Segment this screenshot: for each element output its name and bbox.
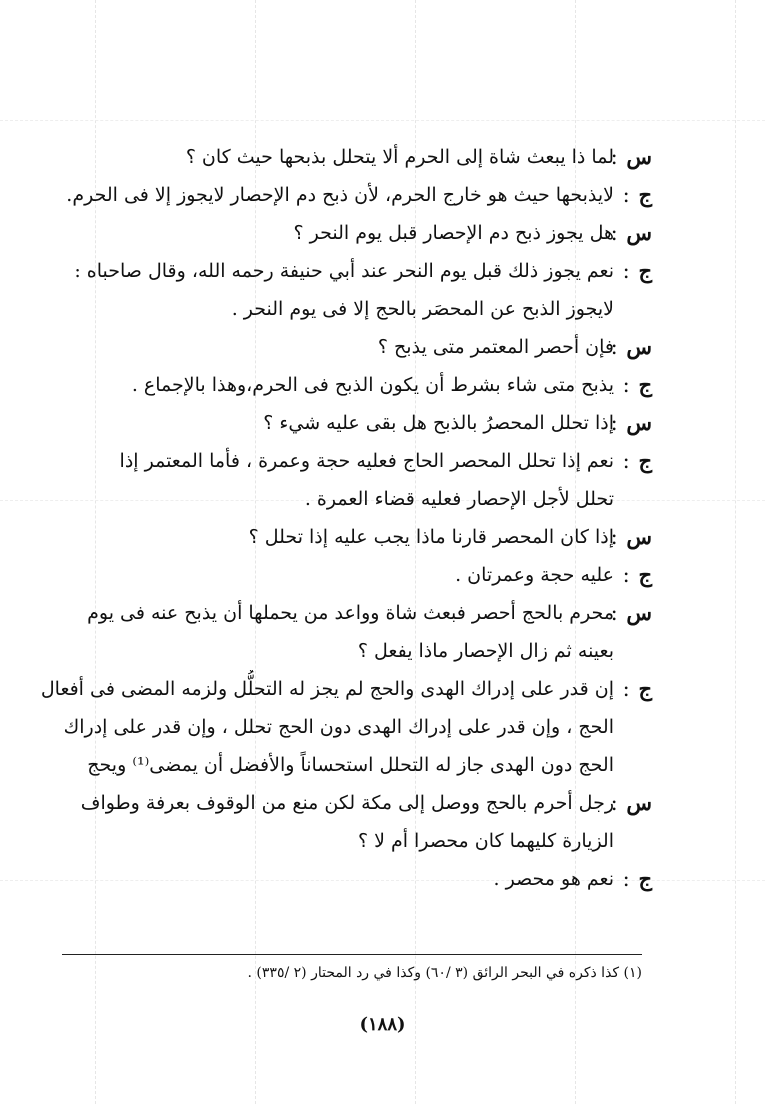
answer-marker: ج : <box>622 676 652 701</box>
entry-text <box>62 594 614 670</box>
entry-text <box>62 442 614 518</box>
text-line: رجل أحرم بالحج ووصل إلى مكة لكن منع من الوقوف بعرفة وطواف <box>80 792 614 814</box>
footnote: (١) كذا ذكره في البحر الرائق (٣ /٦٠) وكذا في رد المحتار (٢ /٣٣٥) . <box>247 965 642 981</box>
entry-text <box>62 214 614 252</box>
text-line: إذا تحلل المحصرُ بالذبح هل بقى عليه شيء ؟ <box>263 412 614 434</box>
entry-text <box>62 366 614 404</box>
answer-item <box>62 860 652 898</box>
answer-marker: ج : <box>622 372 652 397</box>
question-marker: س : <box>610 790 652 815</box>
entry-text <box>62 784 614 860</box>
text-line: فإن أحصر المعتمر متى يذبح ؟ <box>377 336 614 358</box>
question-marker: س : <box>610 220 652 245</box>
answer-item <box>62 556 652 594</box>
text-line: لايذبحها حيث هو خارج الحرم، لأن ذبح دم الإحصار لايجوز إلا فى الحرم. <box>66 184 614 206</box>
entry-text <box>62 860 614 898</box>
answer-item <box>62 252 652 328</box>
text-line: تحلل لأجل الإحصار فعليه قضاء العمرة . <box>304 488 614 510</box>
text-line: إن قدر على إدراك الهدى والحج لم يجز له التحلُّل ولزمه المضى فى أفعال <box>40 678 614 700</box>
text-line: لايجوز الذبح عن المحصَر بالحج إلا فى يوم النحر . <box>231 298 614 320</box>
text-line: إذا كان المحصر قارنا ماذا يجب عليه إذا تحلل ؟ <box>248 526 614 548</box>
footnote-separator <box>62 954 642 955</box>
text-line: الحج ، وإن قدر على إدراك الهدى دون الحج تحلل ، وإن قدر على إدراك <box>63 716 614 738</box>
question-marker: س : <box>610 144 652 169</box>
text-line: الزيارة كليهما كان محصرا أم لا ؟ <box>357 830 614 852</box>
text-line: لما ذا يبعث شاة إلى الحرم ألا يتحلل بذبحها حيث كان ؟ <box>185 146 614 168</box>
entry-text <box>62 252 614 328</box>
question-item <box>62 138 652 176</box>
question-marker: س : <box>610 524 652 549</box>
answer-item <box>62 442 652 518</box>
scan-grid-line <box>735 0 736 1104</box>
question-marker: س : <box>610 410 652 435</box>
text-line: بعينه ثم زال الإحصار ماذا يفعل ؟ <box>357 640 614 662</box>
text-line: عليه حجة وعمرتان . <box>455 564 614 586</box>
text-line: يذبح متى شاء بشرط أن يكون الذبح فى الحرم،وهذا بالإجماع . <box>131 374 614 396</box>
question-item <box>62 214 652 252</box>
entry-text <box>62 138 614 176</box>
question-item <box>62 328 652 366</box>
text-line: الحج دون الهدى جاز له التحلل استحساناً والأفضل أن يمضى⁽¹⁾ ويحج <box>87 754 614 776</box>
answer-marker: ج : <box>622 182 652 207</box>
text-line: نعم إذا تحلل المحصر الحاج فعليه حجة وعمرة ، فأما المعتمر إذا <box>119 450 614 472</box>
question-marker: س : <box>610 334 652 359</box>
entry-text <box>62 176 614 214</box>
answer-marker: ج : <box>622 258 652 283</box>
answer-item <box>62 366 652 404</box>
question-marker: س : <box>610 600 652 625</box>
answer-item <box>62 176 652 214</box>
answer-marker: ج : <box>622 448 652 473</box>
answer-marker: ج : <box>622 866 652 891</box>
text-line: هل يجوز ذبح دم الإحصار قبل يوم النحر ؟ <box>293 222 614 244</box>
text-line: محرم بالحج أحصر فبعث شاة وواعد من يحملها أن يذبح عنه فى يوم <box>87 602 614 624</box>
question-item <box>62 404 652 442</box>
question-item <box>62 784 652 860</box>
text-line: نعم يجوز ذلك قبل يوم النحر عند أبي حنيفة رحمه الله، وقال صاحباه : <box>74 260 614 282</box>
entry-text <box>62 404 614 442</box>
page-number: (١٨٨) <box>359 1014 406 1035</box>
entry-text <box>62 556 614 594</box>
scan-grid-line <box>0 120 765 121</box>
text-line: نعم هو محصر . <box>493 868 614 890</box>
entry-text <box>41 670 614 784</box>
question-item <box>62 594 652 670</box>
entry-text <box>62 518 614 556</box>
entry-text <box>62 328 614 366</box>
question-item <box>62 518 652 556</box>
question-answer-list <box>40 138 652 898</box>
answer-marker: ج : <box>622 562 652 587</box>
answer-item <box>40 670 652 784</box>
